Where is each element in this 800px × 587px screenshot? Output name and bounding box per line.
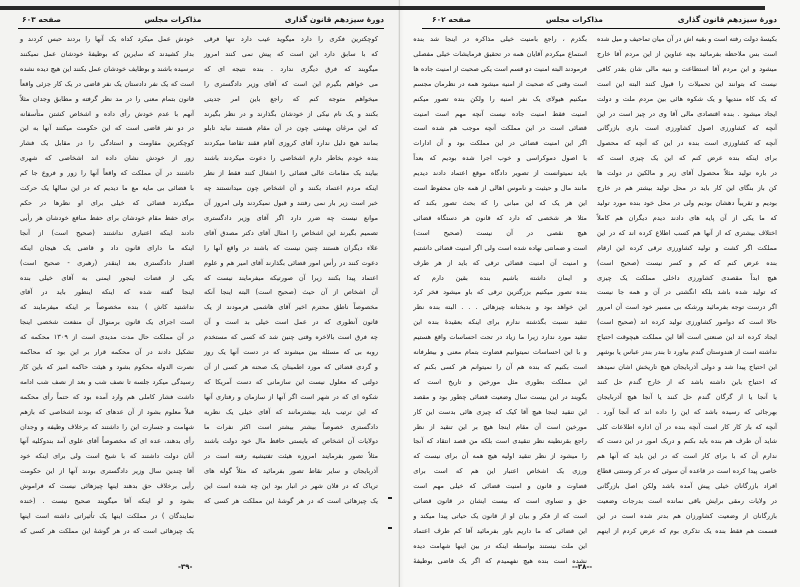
text-line: آنچه که کشاورزی است بنده در این که آنچه که محصول [596,139,777,148]
text-line: مملکت اگر کشت و تولید کشاورزی ترقی کرده این ارقام [596,243,777,252]
text-line: داشت فشار کاملی هم وارد آمده بود که حتماً رأی محکمه [20,392,194,401]
text-line: ترسیده باشند و بوظایف خودشان عمل بکنند این هیچ دیده نشده [20,64,194,73]
text-line: بگویند در این بیست سال وضعیت قضائی چطور بود و مقصد [413,392,587,401]
page-number: -۳۹- [178,563,193,571]
text-line: که این مرغان بهشتی چون در آن مقام هستند نباید تابلو [204,124,378,133]
top-scan-edge [400,6,765,10]
text-line: مانند مال و حیثیت و ناموس اهالی از همه جان محفوظ است [413,184,587,193]
text-columns [413,32,777,565]
text-line: بودیم و تقریباً دهشان بودیم ولی در محل خود بنده مورد تولید [596,198,777,207]
text-line: می خواهم بگیرم این است که آقای وزیر دادگستری را [204,79,378,88]
text-line: تریاک که در فلان شهر در انبار بود این چه شده است این [204,482,378,491]
text-line: قضائی است در این مملکت آنچه موجب هم شده است [413,124,587,133]
text-line: اینجا گفته شده که اینکه اینطور باید در آقای [20,288,194,297]
text-line: که تولید شده باشد بلکه انگشتی در آن و همه جا نیست [596,288,777,297]
text-line: این تنقید اینجا هیچ آقا کیک که چیزی هائی بدست این کار [413,407,587,416]
text-line: شهامت و جسارت این را داشتند که برخلاف وظیفه و وجدان [20,422,194,431]
text-line: نصرت الدوله محکوم بشود و هیئت حاکمه امیز که باین کار [20,362,194,371]
header-divider [18,28,384,29]
book-gutter [398,0,404,587]
top-scan-edge [0,6,400,10]
text-line: است بس ملاحظه بفرمائید بچه عناوین از این مردم آقا خارج [596,49,777,58]
text-line: برای اینکه بنده عرض کنم که این یک چیزی است که [596,154,777,163]
text-line: قانون بتمام معنی را در مد نظر گرفته و مطابق وجدان مثلاً [20,94,194,103]
text-line: هیچ ابداً مقصدی کشاورزی داخلی مملکت یک چیزی [596,273,777,282]
text-line: شکوه ای که در شهر است اگر آنها از سازمان و رفتاری آنها [204,392,378,401]
text-line: تشکیل دادند در آن محکمه قرار بر این بود که محاکمه [20,348,194,357]
margin-mark [388,527,392,529]
text-line: اگر درست توجه بفرمائید ورشکه بی مسیر خود است آن امرور [596,303,777,312]
text-line: اعتماد پیدا بکنند زیرا آن صورتیکه میفرمایند نیست که [204,273,378,282]
text-line: بیایند یک مقامات عالی قضائی را اشغال کنند فقط از نظر [204,169,378,178]
left-text-column [413,32,587,565]
text-line: میگویند که فرق دیگری ندارد . بنده نتیجه ای که [204,64,378,73]
text-line: مثلاً تصور بفرمایند امروزه هیئت تفتیشیه رفته است در [204,452,378,461]
text-line: ندارم آن که با برای کار است که در این باید که آنها هم [596,452,777,461]
text-line: در باره تولید مثلاً محصول آقای زیر و مالکین در دولت ها [596,169,777,178]
text-line: است و ضمانتی نهاده شده است ولی اگر امنیت قضائی داشتیم [413,243,587,252]
text-line: کوچکترین فکری را دارد میگوید عیب دارد تنها فرقی [204,35,378,43]
header-page-label: صفحه ۶۰۳ [22,14,61,24]
text-line: اختلاف بیشتری که از آنها هم کسب اطلاع کرده اند که در این [596,228,777,237]
text-line: نداشته است از هندوستان گندم بیاورد تا بندر بندر عباس یا بوشهر [596,348,777,357]
text-line: که یک کاه مندیها و یک شکوه هائی بین مردم ملت و دولت [596,94,777,103]
text-line: ورزی یک اشخاص اعتبار این هم که است برای [413,467,587,476]
page-header [432,12,777,26]
text-line: خودش عمل میکرد کداه یک آنها را بردند حبس کردند و [20,35,194,43]
text-line: فرمودند البته امنیت دو قسم است یکی صحبت از امنیت جاده ها [413,64,587,73]
text-line: که با سابق دارد این است که پیش نمی کنند امروز [204,49,378,58]
text-line: است اجرای یک قانون برمنوال آن منفعت شخصی اینجا [20,318,194,327]
text-line: که احتیاج باین داشته باشد که از خارج گندم حل کنند [596,377,777,386]
text-line: اینکه ما دارای قانون داد و قاضی یک هیجان اینکه [20,243,194,252]
header-section: مذاکرات مجلس [144,14,202,24]
header-title: دورهٔ سیزدهم قانون گذاری [677,14,777,24]
text-line: بمانند هیچ دلیل ندارد آقای کروزی آقام فقند تقاضا میکردند [204,139,378,148]
text-line: که این ترتیب باید بیشترمانند که آقای خیلی یک نظریه [204,407,378,416]
text-line: آن اشخاص از آن حیث (صحیح است) البته اینجا آنکه [204,288,378,297]
text-line: آنچه که کشاورزی اصول کشاورزی است باری بازرگانی [596,124,777,133]
text-line: که ما یکی از آن پایه های دادند دیدم دیگران هم کاملاً [596,213,777,222]
text-line: بازرگانان از وضعیت کشاورزان هم بدتر شده است در این [596,512,777,520]
text-line: یا آنجا یا از گرگان گندم حل کنند یا آنجا هیچ آذربایجان [596,392,777,401]
header-divider [422,28,780,29]
text-line: حق و تساوی است که بیست ایشان در قانون قضائی [413,497,587,506]
text-line: تصمیم بگیرند این اشخاص را امثال آقای دکتر مصدق آقای [204,228,378,237]
text-line: آنچه که باز کار کار است آنچه بنده در آن اداره اطلاعات کلی [596,422,777,431]
header-page-label: صفحه ۶۰۲ [432,14,471,24]
text-line: این قضائی که ما داریم باور بفرمائید آقا کم طرف اعتماد [413,526,587,535]
header-section: مذاکرات مجلس [545,14,603,24]
text-line: کوچکترین مقاومت و استادگی را در مقابل یک فشار [20,139,194,148]
text-line: اقتدار دادگستری بعد اینقدر (رهبری - صحیح است) [20,258,194,267]
text-line: و ایمان داشته باشیم بنده بقین دارم که [413,273,587,282]
text-line: با فضائی بی مایه مع ما دیدیم که در این سالها یک حرکت [20,184,194,193]
text-line: قضاوت و قانون و امنیت قضائی که خیلی مهم است [413,482,587,491]
text-line: قانون آنطوری که در عمل است خیلی بد است و آن [204,318,378,327]
text-columns [20,32,378,538]
text-line: آنهم با عدم خودش رأی داده و اشخاص کشتن متأسفانه [20,109,194,118]
text-line: تنقید نسبت بگذشته ندارم برای اینکه بعقیدهٔ بنده این [413,318,587,327]
text-line: علاء دیگران هستند چنین نیست که باشند در واقع آنها را [204,243,378,252]
text-line: نداشتید کاش ) بنده مخصوصاً بر اینکه میفرمایند که [20,303,194,312]
margin-mark [388,497,392,499]
text-line: امنیت فقط امنیت جاده نیست آنچه مهم است امنیت [413,109,587,118]
text-line: آذربایجان و سایر نقاط تصور بفرمائید که مثلاً گوله های [204,467,378,476]
text-line: دادند اینکه اعتباری نداشتند (صحیح است) از آنجا [20,228,194,237]
text-line: است که از فکر و بیان او از قانون یک حیاتی پیدا میکند و [413,512,587,520]
text-line: افراد بازرگانان خیلی پیش آمده باشد ولکن اصل بازرگانی [596,482,777,491]
text-line: و با این احساسات نمیتوانیم قضاوت بتمام معنی و بیطرفانه [413,348,587,357]
text-line: هیچ نقصی در آن نیست (صحیح است) [413,228,587,237]
text-line: تنقید مورد ندارد زیرا ما زیاد در تحت احساسات واقع هستیم [413,333,587,342]
text-line: این هر یک که این مبانی را که بحث تصور بکند که [413,198,587,207]
text-line: شاید آن طرف هم بنده باید بکنم و دریک امور در این دست که [596,437,777,446]
text-line: رأیی برخلاف حق بدهند اینها چیزهائی نیست که فراموش [20,482,194,491]
text-line: بنده تصور میکنیم بزرگترین ترقی که باو میشود فخر کرد [413,288,587,297]
text-line: برای حفظ مقام خودشان برای حفظ منافع خودشان هر رأیی [20,213,194,222]
text-line: را میشود از نظر تنقید اولیه هیچ همه آن برای نیست که [413,452,587,461]
text-line: میکنیم هیولای یک نفر امنیه را ولکن بنده تصور میکنم [413,94,587,103]
text-line: بکنند و یک نام نیکی از خودشان بگذارند و در نظر بگیرند [204,109,378,118]
text-line: میگذرند قضائی که خیلی برای او نظرها در حکم [20,198,194,207]
text-line: داشتند در آن مملکت که واقعاً آنها را زور و فروع جا کم [20,169,194,178]
text-line: بهرجائی که رسیده باشد که این را داده اند که آنجا آورد . [596,407,777,416]
text-line: میشود و این مردم آقا استطاعت و بنیه مالی شان بقدر کافی [596,64,777,73]
text-line: این مملکت بطوری مثل مورخین و تاریخ است که [413,377,587,386]
text-line: مخصوصاً ناطق محترم اخیر آقای هاشمی فرمودند از یک [204,303,378,312]
text-line: ایجاد کرده اند این صنعتی است آقا این مملکت هیچوقت احتیاج [596,333,777,342]
text-line: این خواهد بود و بدبختانه چیزهائی . . . البته بنده نظر [413,303,587,312]
text-line: خاصی پیدا کرده است در قاعده آن سوئی که در کر وستتی قطاع [596,467,777,476]
text-line: بنده عرض کنم که کم و کسر نیست (صحیح است) [596,258,777,267]
page-header [22,12,384,26]
text-line: و امنیت آن امنیت قضائی ترقی که باید از هر طرف [413,258,587,267]
text-line: مثلا هر شخصی که دارد که قانون هر دستگاه قضائی [413,213,587,222]
text-line: آنان دولت داشتند که با شیخ است ولی برای اینکه خود [20,452,194,461]
text-line: قبلاً معلوم بشود از آن عدهای که بودند اشخاصی که بازهم [20,407,194,416]
text-line: ایجاد میشود . بنده اقتصادی مالی آقا وی در چیز است در این [596,109,777,118]
text-line: یک چیزهائی است که در هر گوشهٔ این مملکت هر کسی که [20,526,194,535]
text-line: نیست که بتوانند این تحمیلات را قبول کنند البته این است [596,79,777,88]
text-line: در دو نفر قاضی است که این حکومت میکنند آنها به این [20,124,194,133]
text-line: استماع میکردم آقایان همه در تحقیق فرمایشات خیلی مفصلی [413,49,587,58]
text-line: با اصول دموکراسی و خوب اجرا شده بودیم که بعداً [413,154,587,163]
text-line: باید نمیتوانست از تصویر دادگاه موقع اعتماد دادند دیدیم [413,169,587,178]
text-line: روبه بی که مسئله بین میشوند که در دست آنها یک روز [204,348,378,357]
right-page [400,0,800,587]
text-line: بشود و لو اینکه آقا میگویند صحیح نیست . (خنده [20,497,194,506]
right-text-column [204,32,378,538]
left-text-column [20,32,194,538]
text-line: دولایات آن اشخاص که بایستی حافظ مال خود دولت باشند [204,437,378,446]
text-line: دولتی که معلول نیست این سازمانی که دست آمریکا که [204,377,378,386]
text-line: کن باز بنگای این کار باید در محل تولید بیشتر هم در خارج [596,184,777,193]
text-line: یک چیزهائی است که در هر گوشهٔ این مملکت هر کسی که [204,497,378,506]
text-line: نشده است بنده هیچ نفهمیدم که اگر یک قاضی بوظیفهٔ [413,556,587,565]
text-line: نمایندگان ) در مملکت اینها یک تأثیراتی داشته است اینها [20,512,194,520]
text-line: مورخین است آن مقام اینجا هیچ بر این تنقید از نظر [413,422,587,431]
right-text-column [597,32,777,538]
text-line: بنده خودم بخاطر دارم اشخاصی را دعوت میکردند باشند [204,154,378,163]
text-line: است که یک نفر دادستان یک نفر قاضی در یک کار جزئی واقعاً [20,79,194,88]
text-line: قسمت هم فقط بنده یک تذکری بوم که عرض کردم از اینهم [596,526,777,535]
text-line: آقا چندین سال وزیر دادگستری بودند آنها از این حکومت [20,467,194,476]
text-line: موانع نیست چه ضرر دارد اگر آقای وزیر دادگستری [204,213,378,222]
text-line: یکی از قضات اینجور ایمنی به آقای خیلی بنده [20,273,194,282]
page-number: --۳۸-- [572,563,593,571]
text-line: بگذرم ، راجع بامنیت خیلی مذاکره در اینجا شد بنده [413,35,587,43]
text-line: اینکه مردم اعتماد بکنند و آن اشخاص چون میدانستند چه [204,184,378,193]
text-line: در ولایات رمقی برایش باقی نمانده است بدرجات وضعیت [596,497,777,506]
text-line: این احتیاج پیدا شد و دولی آذربایجان هیچ تاریخش اشان نمیدهد [596,362,777,371]
text-line: راجع بقرنطینه نظر تنقیدی است بلکه من قصد انتقاد که آنجا [413,437,587,446]
text-line: و گردی قضائی که مورد اطمینان یک صحنه هر کسی از آن [204,362,378,371]
text-line: رسیدگی میکرد جلسه تا نصف شب و بعد از نصف شب ادامه [20,377,194,386]
text-line: بدار کشیدند که سایرین که بوظیفهٔ خودشان عمل نمیکنند [20,49,194,58]
text-line: چه فرق است بالاخره وقتی چنین شد که کسی که مستخدم [204,333,378,342]
text-line: زور از خودش نشان داده اند اشخاصی که شهری [20,154,194,163]
text-line: است وقتی که صحبت از امنیه میشود همه در نظرمان مجسم [413,79,587,88]
text-line: رأی بدهند، عده ای که مخصوصاً آقای علوی آمد بندوکلیه آنها [20,437,194,446]
text-line: است بکنیم که بنده هم آن را نمیتوانم هر کسی بکنم که [413,362,587,371]
text-line: میخواهم متوجه کنم که راجع باین امر جدیتی [204,94,378,103]
text-line: اگر این امنیت قضائی در این مملکت بود و آن ادارات [413,139,587,148]
text-line: حالا است که دوامور کشاورزی تولید کرده اند (صحیح است) [596,318,777,327]
text-line: در آن مملکت حال مدت مدیدی است از ۱۳۰۹ محکمه که [20,333,194,342]
text-line: دادگستری خصوصاً بیشتر بیشتر است اکثر نفرات ما [204,422,378,431]
header-title: دورهٔ سیزدهم قانون گذاری [284,14,384,24]
text-line: دعوت کنند در رأس امور قضائی بگذارند آقای امیر هم و علوم [204,258,378,267]
text-line: این ملت نیستند بواسطه اینکه در بین اینها شهامت دیده [413,541,587,550]
text-line: خبر است زیر بار نمی رفتند و قبول نمیکردند ولی امروز آن [204,198,378,207]
text-line: بکیسهٔ دولت رفته است و بقیه اش در آن میان تماحیف و میل شده [596,35,777,43]
